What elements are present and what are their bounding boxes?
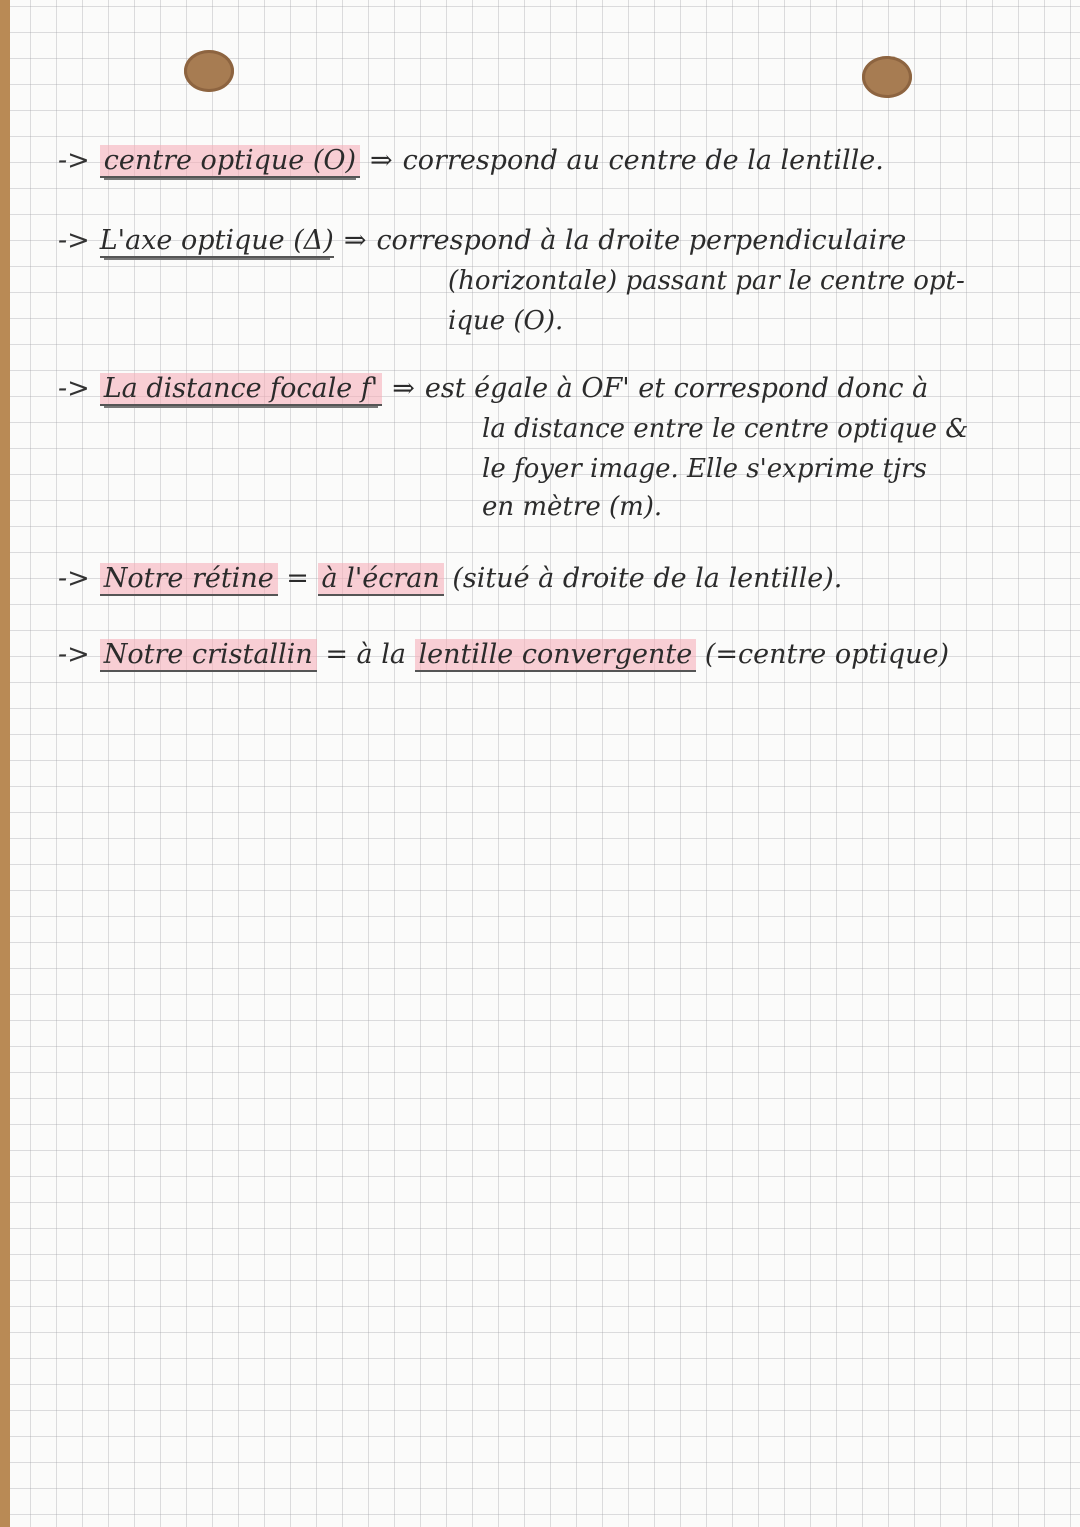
- term-axe-optique: L'axe optique (Δ): [99, 225, 334, 256]
- punch-hole-right: [862, 56, 912, 98]
- definition-axe-optique-line-1: correspond à la droite perpendiculaire: [376, 225, 907, 256]
- arrow-icon: ->: [58, 145, 90, 176]
- match-lentille-convergente: lentille convergente: [415, 639, 697, 672]
- note-line-1: [58, 142, 884, 180]
- implies-icon: ⇒: [343, 225, 367, 256]
- definition-distance-focale-line-1: est égale à OF' et correspond donc à: [424, 373, 929, 404]
- definition-centre-optique: correspond au centre de la lentille.: [402, 145, 884, 176]
- term-centre-optique: centre optique (O): [100, 145, 360, 178]
- definition-distance-focale-line-4: en mètre (m).: [482, 492, 663, 522]
- note-line-3: [58, 370, 928, 408]
- note-retine: (situé à droite de la lentille).: [452, 563, 843, 594]
- note-cristallin: (=centre optique): [704, 639, 950, 670]
- arrow-icon: ->: [58, 639, 90, 670]
- note-line-4: [58, 560, 842, 598]
- note-line-2: [58, 222, 906, 260]
- definition-axe-optique-line-2: (horizontale) passant par le centre opt-: [448, 266, 965, 296]
- implies-icon: ⇒: [370, 145, 393, 176]
- arrow-icon: ->: [58, 225, 90, 256]
- definition-distance-focale-line-2: la distance entre le centre optique &: [482, 414, 969, 444]
- term-notre-cristallin: Notre cristallin: [100, 639, 317, 672]
- implies-icon: ⇒: [392, 373, 415, 404]
- arrow-icon: ->: [58, 373, 90, 404]
- equals-sign: =: [325, 639, 348, 670]
- term-distance-focale: La distance focale f': [100, 373, 382, 406]
- definition-axe-optique-line-3: ique (O).: [448, 306, 564, 336]
- note-line-5: [58, 636, 949, 674]
- equals-sign: =: [286, 563, 309, 594]
- punch-hole-left: [184, 50, 234, 92]
- match-ecran: à l'écran: [318, 563, 444, 596]
- term-notre-retine: Notre rétine: [100, 563, 278, 596]
- prefix-a-la: à la: [356, 639, 406, 670]
- arrow-icon: ->: [58, 563, 90, 594]
- definition-distance-focale-line-3: le foyer image. Elle s'exprime tjrs: [482, 454, 927, 484]
- binder-edge: [0, 0, 10, 1527]
